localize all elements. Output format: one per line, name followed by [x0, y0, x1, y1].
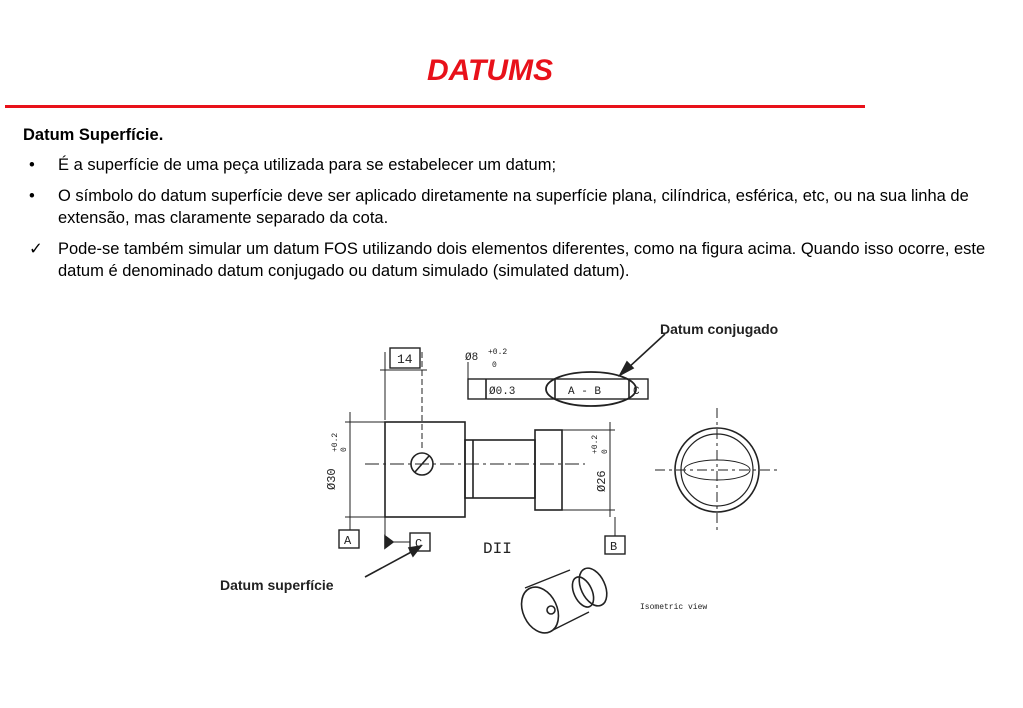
list-item-text: Pode-se também simular um datum FOS utilizando dois elementos diferentes, como na figura acima. Quando isso ocorre, este datum é denominado datum conjugado ou datum simulado (simulated datum). [58, 240, 986, 280]
dim-30-tol-lower: 0 [340, 447, 349, 452]
body-text [23, 124, 998, 291]
title-divider [5, 105, 865, 108]
dim-26-tol-upper: +0.2 [591, 434, 600, 454]
bullet-icon: • [29, 187, 35, 205]
view-label: DII [483, 540, 512, 558]
list-item [23, 238, 998, 282]
datum-b-label: B [610, 540, 618, 554]
list-item [23, 185, 998, 229]
fcf-datum-ab: A - B [568, 386, 602, 398]
label-datum-conjugado: Datum conjugado [660, 321, 779, 337]
list-item [23, 154, 998, 176]
list-item-text: O símbolo do datum superfície deve ser aplicado diretamente na superfície plana, cilíndrica, esférica, etc, ou na sua linha de extensão, mas claramente separado da cota. [58, 187, 969, 227]
fcf-tolerance: Ø0.3 [489, 386, 516, 398]
isometric-part [514, 581, 565, 639]
page-title: DATUMS [426, 54, 554, 87]
list-item-text: É a superfície de uma peça utilizada para se estabelecer um datum; [58, 156, 557, 174]
dim-26-tol-lower: 0 [601, 449, 610, 454]
dim-hole: Ø8 [465, 352, 479, 364]
section-heading: Datum Superfície. [23, 126, 164, 144]
part-block-left [385, 422, 465, 517]
technical-drawing [215, 312, 815, 642]
datum-a-label: A [344, 534, 352, 548]
dim-26: Ø26 [595, 470, 609, 492]
fcf-datum-c: C [633, 386, 640, 398]
datum-c-label: C [415, 537, 423, 551]
part-neck [465, 440, 535, 498]
label-datum-superficie: Datum superfície [220, 577, 334, 593]
bullet-icon: • [29, 156, 35, 174]
part-flange-right [535, 430, 562, 510]
iso-view-label: Isometric view [640, 603, 708, 612]
dim-30-tol-upper: +0.2 [331, 432, 340, 452]
dim-hole-tol-upper: +0.2 [488, 348, 508, 357]
dim-30: Ø30 [325, 468, 339, 490]
dim-14: 14 [397, 352, 413, 367]
checkmark-icon: ✓ [29, 240, 43, 258]
dim-hole-tol-lower: 0 [492, 361, 497, 370]
datum-drawing [215, 312, 815, 642]
